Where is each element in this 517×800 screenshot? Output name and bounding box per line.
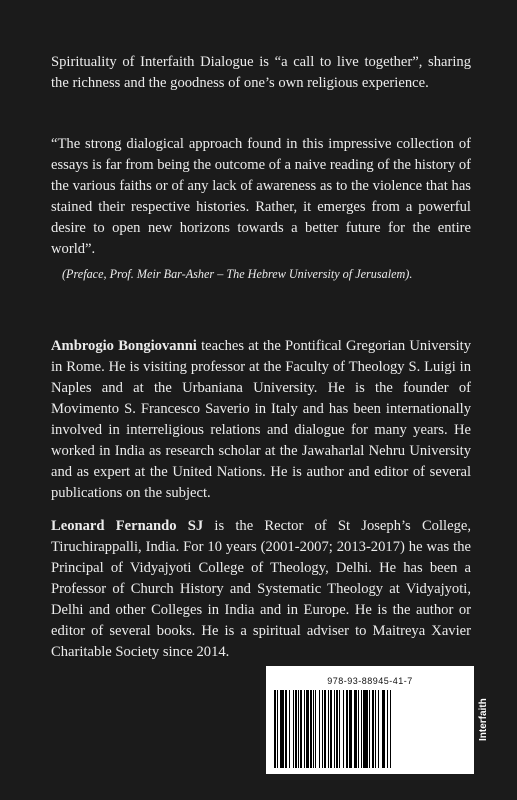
barcode [266, 666, 474, 774]
preface-quote [51, 134, 471, 260]
isbn-number: 978-93-88945-41-7 [327, 676, 413, 686]
barcode-bar [391, 690, 392, 768]
author-bio-bongiovanni [51, 336, 471, 504]
quote-citation: (Preface, Prof. Meir Bar-Asher – The Hebrew University of Jerusalem). [62, 267, 413, 281]
publisher-label: Interfaith [478, 698, 489, 742]
barcode-bars [274, 690, 466, 768]
quote-text: “The strong dialogical approach found in this impressive collection of essays is far from being the outcome of a naive reading of the history of the various faiths or of any lack of awareness as to the violence that has stained their respective histories. Rather, it emerges from a powerful desire to open new horizons towards a better future for the entire world”. [51, 136, 471, 257]
author-name: Leonard Fernando SJ [51, 518, 204, 534]
author-bio-fernando [51, 516, 471, 663]
intro-text: Spirituality of Interfaith Dialogue is “a call to live together”, sharing the richness and the goodness of one’s own religious experience. [51, 54, 471, 91]
intro-paragraph [51, 52, 471, 94]
author-bio-text: is the Rector of St Joseph’s College, Tiruchirappalli, India. For 10 years (2001-2007; 2013-2017) he was the Principal of Vidyajyoti College of Theology, Delhi. He has been a Professor of Church History and Systematic Theology at Vidyajyoti, Delhi and other Colleges in India and in Europe. He is the author or editor of several books. He is a spiritual adviser to Maitreya Xavier Charitable Society since 2014. [51, 518, 471, 660]
author-name: Ambrogio Bongiovanni [51, 338, 197, 354]
author-bio-text: teaches at the Pontifical Gregorian University in Rome. He is visiting professor at the Faculty of Theology S. Luigi in Naples and at the Urbaniana University. He is the founder of Movimento S. Francesco Saverio in Italy and has been internationally involved in interreligious relations and dialogue for many years. He worked in India as research scholar at the Jawaharlal Nehru University and as expert at the United Nations. He is author and editor of several publications on the subject. [51, 338, 471, 501]
